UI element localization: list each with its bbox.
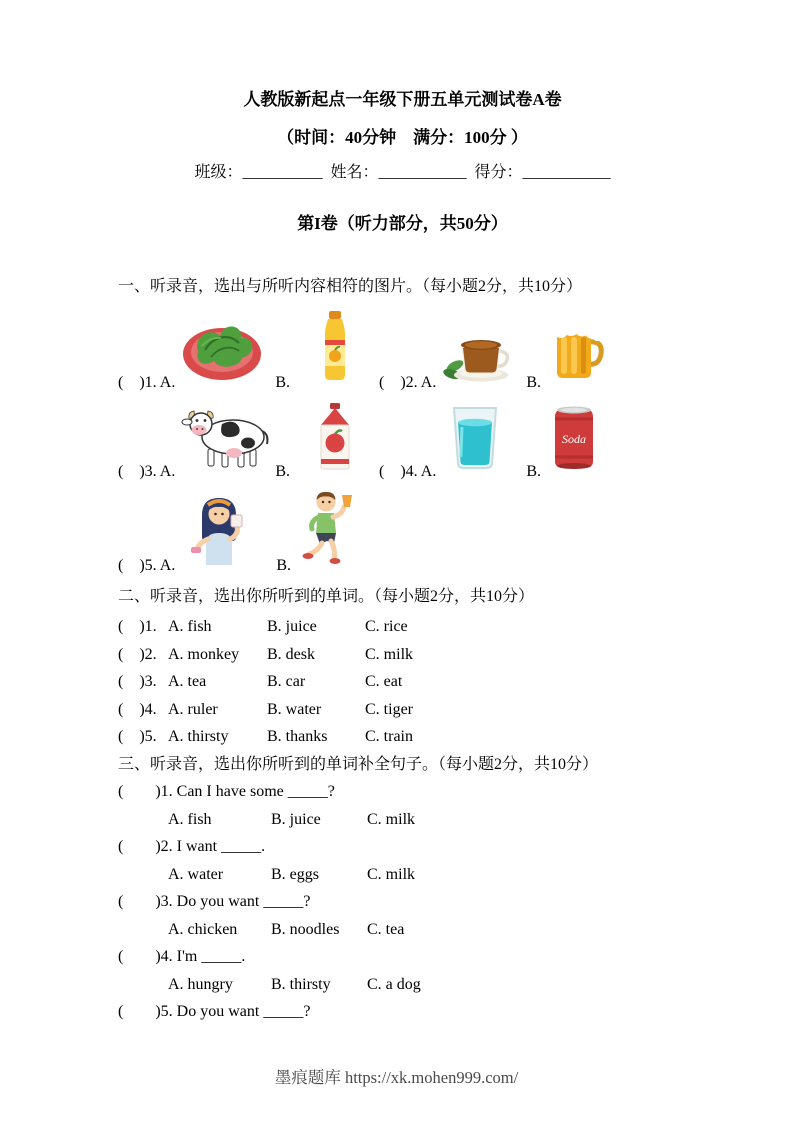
- q3-option-b-label: B.: [275, 463, 291, 480]
- word-question-4: [118, 696, 687, 724]
- option-a: A. ruler: [168, 700, 218, 718]
- option-c: C. eat: [365, 673, 403, 690]
- cow-image: [178, 407, 270, 471]
- option-a: A. water: [168, 865, 224, 883]
- svg-text:Soda: Soda: [562, 432, 587, 446]
- water-glass-image: [447, 405, 503, 471]
- sentence-options-1: [118, 806, 687, 834]
- milk-carton-image: [314, 401, 356, 471]
- sentence-question-4: ( )4. I'm _____.: [118, 948, 246, 965]
- word-question-1: [118, 613, 687, 641]
- footer-site-name: 墨痕题库: [274, 1068, 341, 1087]
- option-c: C. a dog: [367, 975, 421, 993]
- footer: [0, 1068, 793, 1088]
- q3-option-a-label: ( )3. A.: [118, 463, 176, 480]
- option-c: C. tea: [367, 920, 405, 938]
- sentence-question-1: ( )1. Can I have some _____?: [118, 783, 335, 800]
- option-c: C. milk: [367, 810, 416, 828]
- footer-url-link[interactable]: https://xk.mohen999.com/: [344, 1068, 519, 1087]
- part1-header: 第I卷（听力部分，共50分）: [297, 214, 508, 233]
- sentence-options-4: [118, 971, 687, 999]
- question-prefix: ( )5.: [118, 728, 157, 745]
- option-a: A. chicken: [168, 920, 238, 938]
- sentence-options-2: [118, 861, 687, 889]
- word-question-2: [118, 641, 687, 669]
- option-c: C. tiger: [365, 700, 413, 718]
- option-a: A. hungry: [168, 975, 233, 993]
- juice-bottle-image: [318, 310, 352, 382]
- option-b: B. thanks: [267, 728, 328, 745]
- picture-row-1: [118, 310, 687, 391]
- question-prefix: ( )2.: [118, 645, 157, 663]
- time-score-subtitle: （时间：40分钟 满分：100分 ）: [277, 128, 528, 147]
- option-b: B. water: [267, 700, 322, 718]
- q1-option-b-label: B.: [275, 374, 291, 391]
- option-b: B. juice: [271, 810, 321, 828]
- q5-option-b-label: B.: [276, 557, 292, 574]
- picture-row-2: [118, 401, 687, 480]
- page-title: 人教版新起点一年级下册五单元测试卷A卷: [243, 90, 562, 109]
- word-question-3: [118, 668, 687, 696]
- option-a: A. monkey: [168, 645, 240, 663]
- section2-title: 二、听录音，选出你所听到的单词。（每小题2分，共10分）: [118, 588, 535, 605]
- option-a: A. fish: [168, 618, 212, 635]
- q2-option-b-label: B.: [526, 374, 542, 391]
- option-b: B. desk: [267, 645, 315, 663]
- question-prefix: ( )1.: [118, 618, 157, 635]
- boy-with-drink-image: [301, 489, 359, 565]
- q4-option-b-label: B.: [526, 463, 542, 480]
- q4-option-a-label: ( )4. A.: [379, 463, 437, 480]
- sentence-question-2: ( )2. I want _____.: [118, 838, 266, 855]
- sentence-question-5: ( )5. Do you want _____?: [118, 1003, 311, 1020]
- option-b: B. juice: [267, 618, 317, 635]
- beer-mug-image: [550, 318, 604, 382]
- picture-row-3: [118, 489, 687, 574]
- tea-cup-image: [441, 328, 513, 382]
- option-a: A. tea: [168, 673, 207, 690]
- option-a: A. fish: [168, 810, 212, 828]
- option-c: C. rice: [365, 618, 408, 635]
- q2-option-a-label: ( )2. A.: [379, 374, 437, 391]
- option-a: A. thirsty: [168, 728, 229, 745]
- word-question-5: [118, 723, 687, 751]
- option-b: B. noodles: [271, 920, 340, 938]
- question-prefix: ( )3.: [118, 673, 157, 690]
- sentence-options-3: [118, 916, 687, 944]
- girl-drinking-image: [189, 493, 251, 565]
- option-c: C. train: [365, 728, 413, 745]
- section1: [118, 277, 687, 574]
- section2: [118, 587, 687, 751]
- question-prefix: ( )4.: [118, 700, 157, 718]
- student-info-line: 班级：__________ 姓名：___________ 得分：___________: [194, 164, 611, 181]
- soda-can-image: [551, 401, 597, 471]
- option-c: C. milk: [365, 645, 414, 663]
- section3-title: 三、听录音，选出你所听到的单词补全句子。（每小题2分，共10分）: [118, 755, 599, 773]
- option-b: B. car: [267, 673, 306, 690]
- section3: [118, 751, 687, 1026]
- option-c: C. milk: [367, 865, 416, 883]
- option-b: B. thirsty: [271, 975, 331, 993]
- q1-option-a-label: ( )1. A.: [118, 374, 176, 391]
- option-b: B. eggs: [271, 865, 319, 883]
- section1-title: 一、听录音，选出与所听内容相符的图片。（每小题2分，共10分）: [118, 278, 583, 295]
- q5-option-a-label: ( )5. A.: [118, 557, 176, 574]
- vegetables-plate-image: [181, 316, 263, 382]
- sentence-question-3: ( )3. Do you want _____?: [118, 893, 311, 910]
